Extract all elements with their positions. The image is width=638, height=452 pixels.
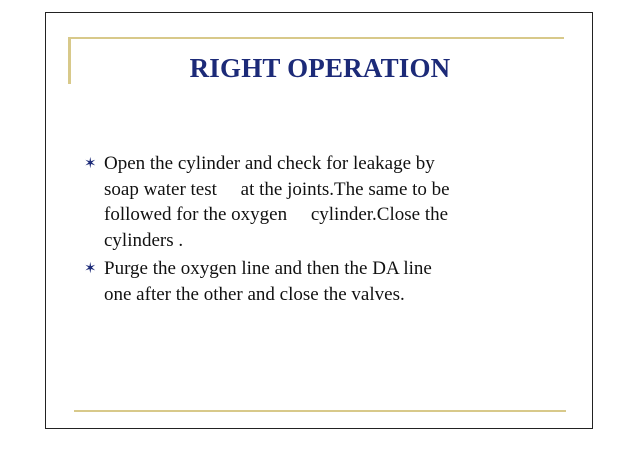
- bullet-item: [86, 256, 556, 307]
- bullet-text-line: Purge the oxygen line and then the DA line: [104, 258, 432, 279]
- bullet-text-line: soap water test at the joints.The same to be: [104, 178, 450, 200]
- bullet-item: [86, 151, 556, 253]
- bullet-list: [86, 151, 556, 310]
- footer-rule: [74, 410, 566, 412]
- title-rule: [68, 37, 564, 39]
- six-pointed-star-icon: ✶: [84, 154, 97, 172]
- bullet-text-line: cylinders .: [104, 229, 184, 251]
- six-pointed-star-icon: ✶: [84, 259, 97, 277]
- bullet-text-line: Open the cylinder and check for leakage by: [104, 153, 435, 174]
- slide-frame: [45, 12, 593, 429]
- slide-title: RIGHT OPERATION: [189, 53, 451, 83]
- bullet-text-line: one after the other and close the valves.: [104, 283, 405, 305]
- bullet-text-line: followed for the oxygen cylinder.Close the: [104, 204, 449, 225]
